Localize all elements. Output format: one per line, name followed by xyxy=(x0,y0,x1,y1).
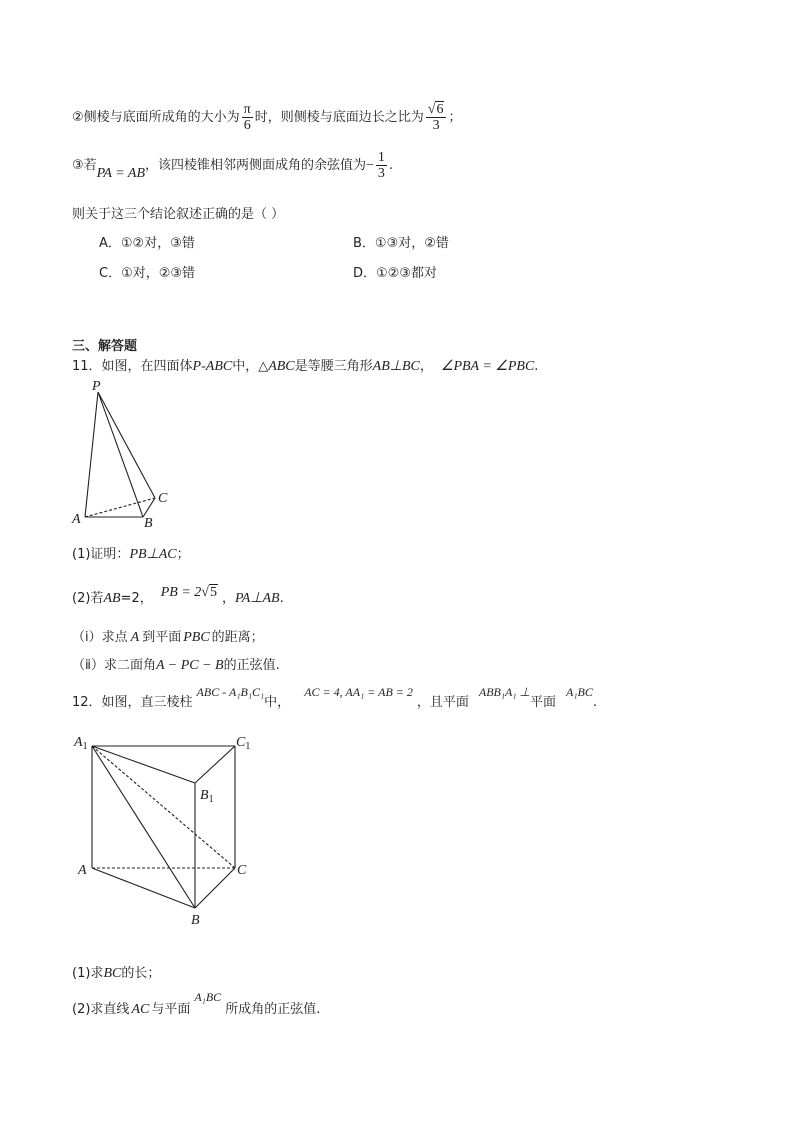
q11-part2 xyxy=(72,585,284,607)
q11-angles: ∠PBA = ∠PBC xyxy=(440,359,535,374)
item-3-sign: − xyxy=(366,158,374,173)
item-3-text-a: ，该四棱锥相邻两侧面成角的余弦值为 xyxy=(145,158,367,173)
item-3-end: . xyxy=(388,158,394,173)
item-2-marker: ② xyxy=(72,110,84,125)
q11-sub2-text-b: 的正弦值. xyxy=(223,658,280,673)
q11-stem xyxy=(72,355,538,375)
q12-prism-figure xyxy=(70,728,280,933)
cos-num: 1 xyxy=(377,150,385,165)
q11-part2-pb-wrap: PB = 2√5 xyxy=(160,585,217,600)
label-p: P xyxy=(92,379,101,394)
q11-stem-e: . xyxy=(534,359,539,374)
label-c1: $C_1$ xyxy=(236,735,251,752)
q11-sub1-text-c: 的距离； xyxy=(211,630,264,645)
q12-part2-text-a: 求直线 xyxy=(90,1002,130,1017)
angle-num: π xyxy=(243,102,251,117)
label-c: C xyxy=(237,863,247,878)
q12-part1-text-a: 求 xyxy=(90,966,104,981)
edge-a1c-hidden xyxy=(92,746,235,868)
q12-part2-ac: AC xyxy=(131,1002,150,1017)
q11-part2-end: . xyxy=(279,591,284,606)
q12-part1-bc: BC xyxy=(103,966,122,981)
q12-part2-text-c: 所成角的正弦值. xyxy=(225,1002,321,1017)
q12-stem-d: 平面 xyxy=(530,695,557,710)
q12-plane2: A₁BC xyxy=(566,685,593,699)
edge-bc xyxy=(195,868,235,908)
edge-ab xyxy=(92,868,195,908)
ratio-fraction xyxy=(426,102,447,133)
ratio-num: √6 xyxy=(426,102,447,118)
ratio-rad: 6 xyxy=(436,102,444,117)
q11-stem-b: 中，△ xyxy=(232,359,269,374)
q12-part1 xyxy=(72,962,160,982)
q12-part2 xyxy=(72,990,320,1018)
q11-part1-text: 证明： xyxy=(90,547,130,562)
q12-part1-text-b: 的长； xyxy=(121,966,161,981)
item-2-end: ； xyxy=(448,110,462,125)
q11-stem-c: 是等腰三角形 xyxy=(294,359,373,374)
q12-stem-a: 12．如图，直三棱柱 xyxy=(72,695,193,710)
cos-den: 3 xyxy=(377,166,385,181)
angle-den: 6 xyxy=(243,118,251,133)
q11-part1-marker: (1) xyxy=(72,547,91,562)
label-b: B xyxy=(191,913,200,928)
q11-part1-end: ； xyxy=(176,547,190,562)
q12-cond: AC = 4, AA₁ = AB = 2 xyxy=(304,685,413,699)
q11-tetra: P-ABC xyxy=(192,359,233,374)
q11-sub1-plane: PBC xyxy=(183,630,210,645)
item-2 xyxy=(72,102,461,133)
q12-stem xyxy=(72,685,597,710)
edge-pc xyxy=(98,392,155,498)
label-b: B xyxy=(144,516,153,531)
q11-part2-sep: ， xyxy=(221,591,235,606)
edge-a1b1 xyxy=(92,746,195,783)
q11-tetrahedron-figure xyxy=(60,375,190,535)
choice-d: D．①②③都对 xyxy=(353,266,437,281)
q11-sub1-text-b: 到平面 xyxy=(142,630,182,645)
q12-part2-plane: A₁BC xyxy=(194,990,222,1004)
q11-sub1 xyxy=(72,626,264,646)
q12-stem-b: 中， xyxy=(264,695,291,710)
edge-pb xyxy=(98,392,143,517)
item-3 xyxy=(72,150,393,182)
edge-pa xyxy=(85,392,98,517)
q11-perp: AB⊥BC xyxy=(372,359,420,374)
q12-prism: ABC - A₁B₁C₁ xyxy=(196,685,265,699)
q12-stem-c: ，且平面 xyxy=(416,695,469,710)
choice-c: C．①对，②③错 xyxy=(99,266,196,281)
q11-part1 xyxy=(72,543,190,563)
cos-fraction xyxy=(376,150,387,181)
q11-sub1-a: A xyxy=(130,630,140,645)
q11-part1-math: PB⊥AC xyxy=(129,547,177,562)
edge-b1c1 xyxy=(195,746,235,783)
q11-stem-d: ， xyxy=(419,359,433,374)
q12-part2-marker: (2) xyxy=(72,1002,91,1017)
label-a: A xyxy=(72,512,81,527)
label-a1: $A_1$ xyxy=(74,735,88,752)
ratio-den: 3 xyxy=(432,118,440,133)
q11-part2-perp: PA⊥AB xyxy=(234,591,280,606)
q12-stem-e: . xyxy=(592,695,598,710)
angle-fraction xyxy=(242,102,253,133)
q11-sub2-angle: A − PC − B xyxy=(155,658,224,673)
q11-sub2-text-a: 求二面角 xyxy=(103,658,156,673)
q11-part2-text-a: 若 xyxy=(90,591,104,606)
label-b1: $B_1$ xyxy=(200,788,214,805)
choice-b: B．①③对，②错 xyxy=(353,236,449,251)
q11-sub2 xyxy=(72,654,280,674)
question-stem: 则关于这三个结论叙述正确的是（ ） xyxy=(72,207,285,222)
q11-tri: ABC xyxy=(268,359,295,374)
q11-part2-eq: =2， xyxy=(120,591,153,606)
item-2-text-b: 时，则侧棱与底面边长之比为 xyxy=(254,110,424,125)
q11-part2-rad: 5 xyxy=(209,585,217,600)
item-3-cond: PA = AB xyxy=(96,166,145,181)
q12-plane1: ABB₁A₁ ⊥ xyxy=(478,685,531,699)
q11-part2-pb: PB = 2 xyxy=(160,585,202,600)
q11-part2-marker: (2) xyxy=(72,591,91,606)
edge-a1b xyxy=(92,746,195,908)
q11-sub2-marker: （ⅱ） xyxy=(72,658,104,673)
item-3-marker: ③若 xyxy=(72,158,97,173)
section-title: 三、解答题 xyxy=(72,339,138,354)
q12-part1-marker: (1) xyxy=(72,966,91,981)
q12-part2-text-b: 与平面 xyxy=(151,1002,191,1017)
q11-part2-ab: AB xyxy=(103,591,121,606)
item-2-text-a: 侧棱与底面所成角的大小为 xyxy=(83,110,240,125)
label-a: A xyxy=(78,863,87,878)
q11-sub1-marker: （ⅰ） xyxy=(72,630,102,645)
label-c: C xyxy=(158,491,168,506)
q11-stem-a: 11．如图，在四面体 xyxy=(72,359,193,374)
choice-a: A．①②对，③错 xyxy=(99,236,195,251)
q11-sub1-text-a: 求点 xyxy=(101,630,128,645)
